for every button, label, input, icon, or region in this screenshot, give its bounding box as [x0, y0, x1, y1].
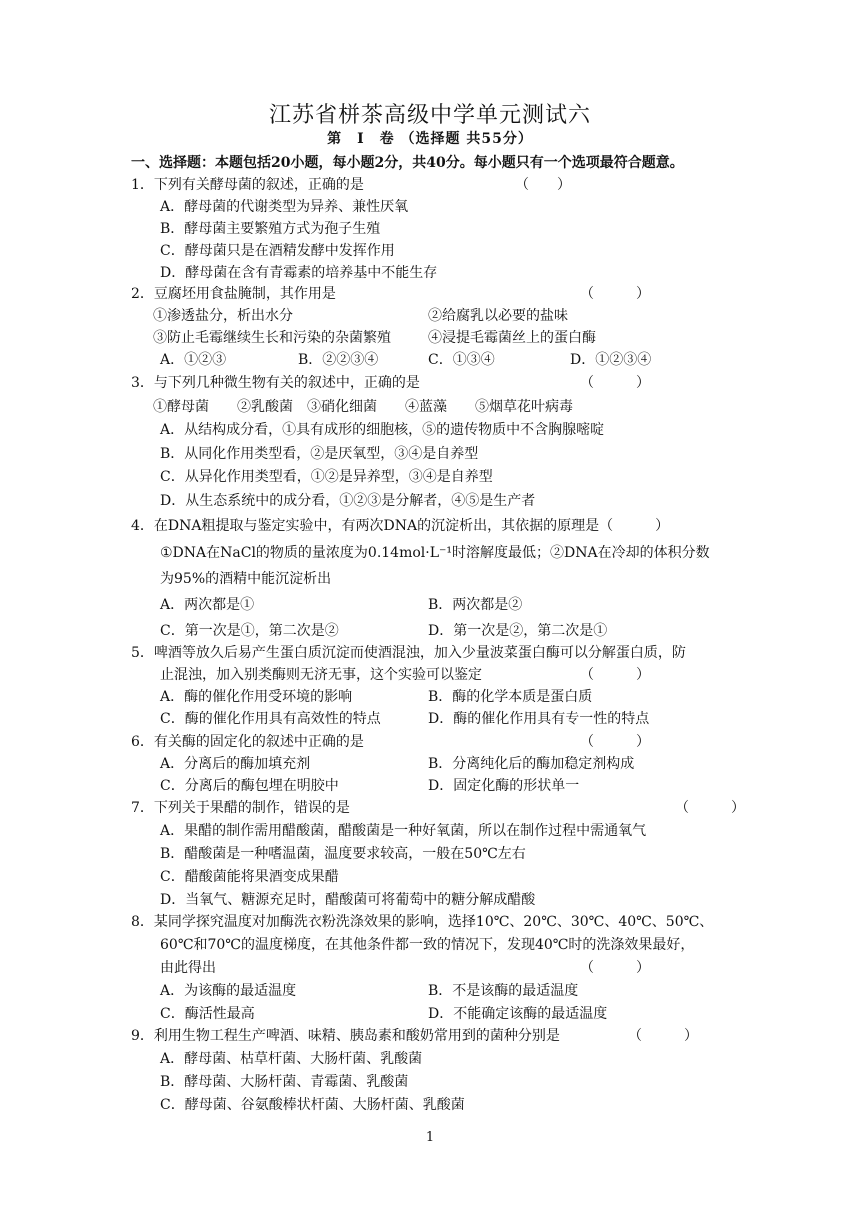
question-7-option-a: A．果醋的制作需用醋酸菌，醋酸菌是一种好氧菌，所以在制作过程中需通氧气 [160, 823, 647, 839]
question-8-option-c: C．酶活性最高 [160, 1006, 255, 1022]
question-9-stem: 9．利用生物工程生产啤酒、味精、胰岛素和酸奶常用到的菌种分别是 [131, 1028, 560, 1044]
question-7-option-b: B．醋酸菌是一种嗜温菌，温度要求较高，一般在50℃左右 [160, 846, 526, 862]
question-1-option-c: C．酵母菌只是在酒精发酵中发挥作用 [160, 243, 395, 259]
question-9-answer-blank: （ ） [628, 1028, 698, 1044]
question-2-item-1: ①渗透盐分，析出水分 [153, 308, 293, 324]
question-2-item-4: ④浸提毛霉菌丝上的蛋白酶 [428, 330, 596, 346]
question-2-option-d: D．①②③④ [570, 352, 652, 368]
question-8-option-b: B．不是该酶的最适温度 [428, 983, 579, 999]
question-9-option-c: C．酵母菌、谷氨酸棒状杆菌、大肠杆菌、乳酸菌 [160, 1097, 465, 1113]
question-2-option-c: C．①③④ [428, 352, 495, 368]
question-3-stem: 3．与下列几种微生物有关的叙述中，正确的是 [131, 375, 420, 391]
question-7-option-c: C．醋酸菌能将果酒变成果醋 [160, 869, 339, 885]
question-8-stem-line-2: 60℃和70℃的温度梯度，在其他条件都一致的情况下，发现40℃时的洗涤效果最好， [160, 937, 695, 953]
question-6-option-b: B．分离纯化后的酶加稳定剂构成 [428, 756, 635, 772]
question-5-option-a: A．酶的催化作用受环境的影响 [160, 689, 353, 705]
question-5-answer-blank: （ ） [580, 667, 650, 683]
question-9-option-b: B．酵母菌、大肠杆菌、青霉菌、乳酸菌 [160, 1074, 409, 1090]
question-5-stem-line-2: 止混浊，加入别类酶则无济无事，这个实验可以鉴定 [160, 667, 482, 683]
question-6-stem: 6．有关酶的固定化的叙述中正确的是 [131, 734, 364, 750]
question-4-premise-line-1: ①DNA在NaCl的物质的量浓度为0.14mol·L⁻¹时溶解度最低；②DNA在冷却的体积分数 [160, 545, 710, 561]
question-6-option-d: D．固定化酶的形状单一 [428, 778, 580, 794]
question-4-option-b: B．两次都是② [428, 597, 523, 613]
section-instructions: 一、选择题：本题包括20小题，每小题2分，共40分。每小题只有一个选项最符合题意。 [131, 155, 684, 171]
question-8-answer-blank: （ ） [580, 960, 650, 976]
question-7-stem: 7．下列关于果醋的制作，错误的是 [131, 800, 350, 816]
question-5-option-c: C．酶的催化作用具有高效性的特点 [160, 711, 381, 727]
question-2-answer-blank: （ ） [580, 286, 650, 302]
question-7-option-d: D．当氧气、糖源充足时，醋酸菌可将葡萄中的糖分解成醋酸 [160, 892, 536, 908]
question-3-items: ①酵母菌 ②乳酸菌 ③硝化细菌 ④蓝藻 ⑤烟草花叶病毒 [153, 399, 573, 415]
question-7-answer-blank: （ ） [675, 800, 745, 816]
question-4-option-c: C．第一次是①，第二次是② [160, 623, 339, 639]
part-heading: 第 Ⅰ 卷 （选择题 共55分） [327, 131, 533, 147]
question-8-option-a: A．为该酶的最适温度 [160, 983, 297, 999]
question-4-option-d: D．第一次是②，第二次是① [428, 623, 608, 639]
question-1-answer-blank: （ ） [515, 177, 571, 193]
question-1-option-b: B．酵母菌主要繁殖方式为孢子生殖 [160, 221, 381, 237]
question-1-stem: 1．下列有关酵母菌的叙述，正确的是 [131, 177, 364, 193]
question-3-answer-blank: （ ） [580, 375, 650, 391]
question-4-option-a: A．两次都是① [160, 597, 255, 613]
question-5-option-d: D．酶的催化作用具有专一性的特点 [428, 711, 650, 727]
question-3-option-c: C．从异化作用类型看，①②是异养型，③④是自养型 [160, 469, 493, 485]
question-3-option-d: D．从生态系统中的成分看，①②③是分解者，④⑤是生产者 [160, 493, 536, 509]
question-5-stem-line-1: 5．啤酒等放久后易产生蛋白质沉淀而使酒混浊，加入少量波菜蛋白酶可以分解蛋白质，防 [131, 645, 686, 661]
question-6-answer-blank: （ ） [580, 734, 650, 750]
question-8-stem-line-3: 由此得出 [160, 960, 216, 976]
question-8-stem-line-1: 8．某同学探究温度对加酶洗衣粉洗涤效果的影响，选择10℃、20℃、30℃、40℃、50℃、 [131, 914, 714, 930]
question-2-option-a: A．①②③ [160, 352, 227, 368]
question-2-item-2: ②给腐乳以必要的盐味 [428, 308, 568, 324]
question-2-item-3: ③防止毛霉继续生长和污染的杂菌繁殖 [153, 330, 391, 346]
question-4-stem: 4．在DNA粗提取与鉴定实验中，有两次DNA的沉淀析出，其依据的原理是（ ） [131, 518, 670, 534]
question-9-option-a: A．酵母菌、枯草杆菌、大肠杆菌、乳酸菌 [160, 1051, 423, 1067]
question-6-option-a: A．分离后的酶加填充剂 [160, 756, 311, 772]
page-title: 江苏省栟茶高级中学单元测试六 [268, 103, 591, 128]
question-2-stem: 2．豆腐坯用食盐腌制，其作用是 [131, 286, 336, 302]
question-6-option-c: C．分离后的酶包埋在明胶中 [160, 778, 339, 794]
question-1-option-d: D．酵母菌在含有青霉素的培养基中不能生存 [160, 265, 438, 281]
page-number: 1 [425, 1130, 435, 1145]
question-4-premise-line-2: 为95%的酒精中能沉淀析出 [160, 571, 332, 587]
question-3-option-a: A．从结构成分看，①具有成形的细胞核，⑤的遗传物质中不含胸腺嘧啶 [160, 422, 605, 438]
question-1-option-a: A．酵母菌的代谢类型为异养、兼性厌氧 [160, 199, 409, 215]
question-3-option-b: B．从同化作用类型看，②是厌氧型，③④是自养型 [160, 446, 479, 462]
question-5-option-b: B．酶的化学本质是蛋白质 [428, 689, 593, 705]
question-2-option-b: B．②②③④ [298, 352, 379, 368]
question-8-option-d: D．不能确定该酶的最适温度 [428, 1006, 608, 1022]
